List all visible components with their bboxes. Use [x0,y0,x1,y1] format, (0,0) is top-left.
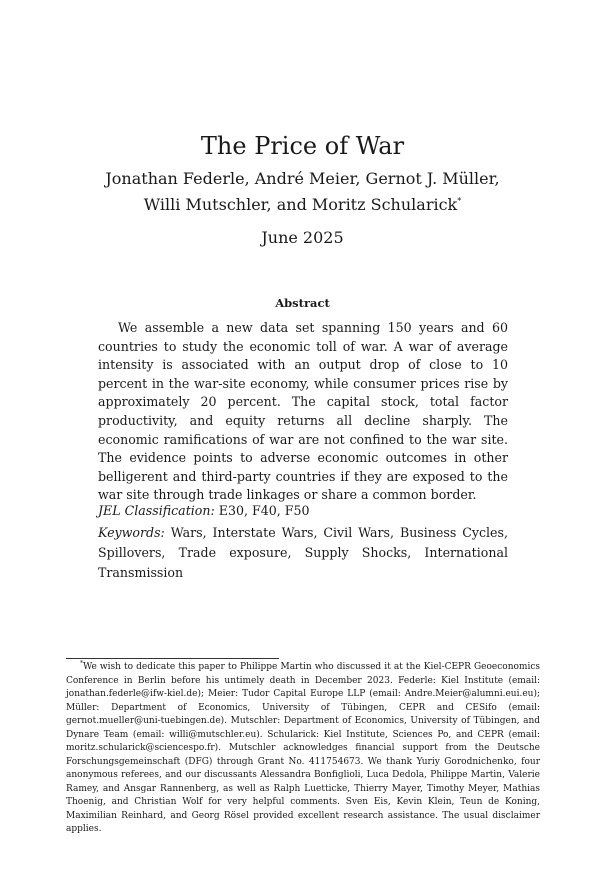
paper-title: The Price of War [200,132,405,161]
jel-label: JEL Classification: [98,503,215,518]
author-footnote-marker[interactable]: * [457,196,462,206]
abstract-heading: Abstract [275,296,330,310]
keywords [98,523,508,583]
footnote-divider [66,658,279,659]
authors-line-1: Jonathan Federle, André Meier, Gernot J. Müller, [105,169,500,188]
paper-date: June 2025 [261,228,344,247]
keywords-list: Wars, Interstate Wars, Civil Wars, Business Cycles, Spillovers, Trade exposure, Supply Shocks, International Transmission [98,525,508,580]
authors-line-2-text: Willi Mutschler, and Moritz Schularick [143,195,458,214]
footnote [66,661,540,837]
authors-line-2 [0,192,605,218]
footnote-text: We wish to dedicate this paper to Philippe Martin who discussed it at the Kiel-CEPR Geoeconomics Conference in Berlin before his untimely death in December 2023. Federle: Kiel Institute (email: jonathan.federle@ifw-kiel.de); Meier: Tudor Capital Europe LLP (email: Andre.Meier@alumni.eui.eu); Müller: Department of Economics, University of Tübingen, CEPR and CESifo (email: gernot.mueller@uni-tuebingen.de). Mutschler: Department of Economics, University of Tübingen, and Dynare Team (email: willi@mutschler.eu). Schularick: Kiel Institute, Sciences Po, and CEPR (email: moritz.schularick@sciencespo.fr). Mutschler acknowledges financial support from the Deutsche Forschungsgemeinschaft (DFG) through Grant No. 411754673. We thank Yuriy Gorodnichenko, four anonymous referees, and our discussants Alessandra Bonfiglioli, Luca Dedola, Philippe Martin, Valerie Ramey, and Ansgar Rannenberg, as well as Ralph Luetticke, Thierry Mayer, Timothy Meyer, Mathias Thoenig, and Christian Wolf for very helpful comments. Sven Eis, Kevin Klein, Teun de Koning, Maximilian Reinhard, and Georg Rösel provided excellent research assistance. The usual disclaimer applies. [66,662,540,834]
jel-codes: E30, F40, F50 [218,503,310,518]
abstract-body: We assemble a new data set spanning 150 years and 60 countries to study the economic toll of war. A war of average intensity is associated with an output drop of close to 10 percent in the war-site economy, while consumer prices rise by approximately 20 percent. The capital stock, total factor productivity, and equity returns all decline sharply. The economic ramifications of war are not confined to the war site. The evidence points to adverse economic outcomes in other belligerent and third-party countries if they are exposed to the war site through trade linkages or share a common border. [98,320,508,503]
author-list [0,166,605,218]
jel-classification [98,502,508,521]
footnote-marker: * [80,660,83,667]
keywords-label: Keywords: [98,525,165,540]
